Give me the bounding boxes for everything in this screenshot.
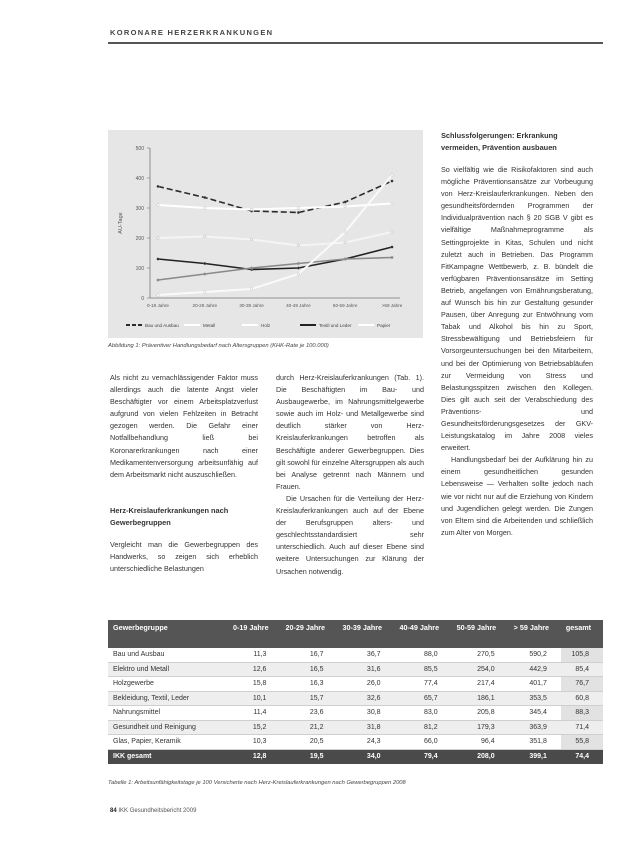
page-footer <box>110 808 196 814</box>
paragraph: So vielfältig wie die Risikofaktoren sind auch mögliche Präventionsansätze zur Vorbeugung von Herz-Kreislauferkrankungen. Neben den gesundheitsfördernden Programmen der Individualprävention nach § 20 SGB V gibt es vielfältige Maßnahmeprogramme als Settingprojekte in Kitas, Schulen und nicht zuletzt auch in Betrieben. Das Programm FitKampagne Wettbewerb, z. B. bündelt die verfügbaren Präventionsansätze im Setting Betrieb, angefangen von Ernährungsberatung, auf Wunsch bis hin zur Gestaltung gesunder Pausen, über Anregung zur Entwöhnung vom Tabak und Alkohol bis hin zu Sport, Stressbewältigung und Betriebsfeiern für Vorsorgeuntersuchungen bei den Mitarbeitern, und bei der Optimierung von Betriebsabläufen zur Vermeidung von Stress und Belastungsspitzen zwischen den Kollegen. Dies gilt auch seit der Verabschiedung des Präventions- und Gesundheitsförderungsgesetzes der GKV-Leistungskatalog im Jahre 2008 vieles erweitert. <box>441 165 593 453</box>
table-cell: 270,5 <box>452 648 509 662</box>
table-row <box>108 720 603 735</box>
table-cell: 83,0 <box>395 706 452 721</box>
legend-label: Papier <box>377 323 391 328</box>
header-rule <box>108 42 603 44</box>
data-point <box>297 262 300 265</box>
data-point <box>204 207 207 210</box>
figure-caption: Abbildung 1: Präventiver Handlungsbedarf nach Altersgruppen (KHK-Rate je 100.000) <box>108 343 329 349</box>
data-point <box>297 267 300 270</box>
data-point <box>391 256 394 259</box>
data-point <box>344 231 347 234</box>
table-cell: Holzgewerbe <box>108 677 228 692</box>
table-cell: Elektro und Metall <box>108 662 228 677</box>
data-point <box>297 207 300 210</box>
paragraph: durch Herz-Kreislauferkrankungen (Tab. 1). Die Beschäftigten im Bau- und Ausbaugewerbe, im Nahrungsmittelgewerbe sowie auch im Holz- und Metallgewerbe sind deutlich stärker von Herz-Kreislauferkrankungen betroffen als Beschäftigte anderer Gewerbegruppen. Dies gilt sowohl für einzelne Altersgruppen als auch bei Analyse getrennt nach Männern und Frauen. <box>276 373 424 491</box>
table-cell: 363,9 <box>509 720 561 735</box>
table-cell: 88,0 <box>395 648 452 662</box>
legend-label: Holz <box>261 323 271 328</box>
y-tick-label: 300 <box>135 206 144 212</box>
data-point <box>250 238 253 241</box>
table-cell: 10,1 <box>228 691 280 706</box>
x-tick-label: >59 Jahre <box>381 303 403 308</box>
paragraph: Handlungsbedarf bei der Aufklärung hin zu einem gesundheitlichen gesunden Lebensweise — Verhalten sollte jedoch nach wie vor nicht nur auf die Erziehung von Kindern und Jugendlichen gelegt werden. Die Zungen von Eltern sind die Arbeitenden und schließlich zum Alter von Morgen. <box>441 455 593 537</box>
table-cell: 85,5 <box>395 662 452 677</box>
table-cell: 16,7 <box>280 648 337 662</box>
table-cell: Gesundheit und Reinigung <box>108 720 228 735</box>
table-header-cell: 50-59 Jahre <box>452 620 509 648</box>
paragraph: Als nicht zu vernachlässigender Faktor muss allerdings auch die latente Angst vieler Beschäftigter vor einem Arbeitsplatzverlust aufgrund von vielen Fehlzeiten in Betracht gezogen werden. Die Gefahr einer Notfallbehandlung ließ bei Koronarerkrankungen nach einer Medikamentenversorgung arbeitsunfähig auf dem Arbeitsmarkt nicht auszuschließen. <box>110 373 258 479</box>
table-row <box>108 662 603 677</box>
table-cell: 345,4 <box>509 706 561 721</box>
subheading: Schlussfolgerungen: Erkrankung vermeiden, Prävention ausbauen <box>441 131 558 152</box>
line-chart <box>108 130 423 338</box>
table-row <box>108 677 603 692</box>
table-cell: 96,4 <box>452 735 509 750</box>
table-cell: 11,4 <box>228 706 280 721</box>
y-tick-label: 200 <box>135 236 144 242</box>
table-cell: 36,7 <box>338 648 395 662</box>
data-point <box>157 279 160 282</box>
table-cell: 71,4 <box>561 720 603 735</box>
table-cell: 254,0 <box>452 662 509 677</box>
data-point <box>250 267 253 270</box>
data-point <box>204 235 207 238</box>
data-table <box>108 620 603 764</box>
table-cell: 55,8 <box>561 735 603 750</box>
y-tick-label: 100 <box>135 266 144 272</box>
table-cell: 65,7 <box>395 691 452 706</box>
x-tick-label: 50-59 Jahre <box>332 303 358 308</box>
table-cell: 31,6 <box>338 662 395 677</box>
y-axis-label: AU-Tage <box>118 212 124 234</box>
data-point <box>344 201 347 204</box>
data-point <box>344 241 347 244</box>
table-cell: Glas, Papier, Keramik <box>108 735 228 750</box>
data-point <box>391 231 394 234</box>
data-point <box>297 244 300 247</box>
data-point <box>204 262 207 265</box>
table-cell: 401,7 <box>509 677 561 692</box>
y-tick-label: 0 <box>141 296 144 302</box>
paragraph: Die Ursachen für die Verteilung der Herz-Kreislauferkrankungen auch auf der Ebene der Berufsgruppen alters- und geschlechtsstandardisiert sehr unterschiedlich. Auch auf dieser Ebene sind weitere Untersuchungen zur Klärung der Ursachen notwendig. <box>276 493 424 576</box>
data-point <box>157 258 160 261</box>
table-cell: 205,8 <box>452 706 509 721</box>
table-cell: 21,2 <box>280 720 337 735</box>
table-cell: 15,7 <box>280 691 337 706</box>
x-tick-label: 30-39 Jahre <box>239 303 264 308</box>
legend-label: Metall <box>203 323 216 328</box>
table-cell: 179,3 <box>452 720 509 735</box>
table-cell: Bau und Ausbau <box>108 648 228 662</box>
table-cell: 85,4 <box>561 662 603 677</box>
table-cell: 32,6 <box>338 691 395 706</box>
table-header-cell: gesamt <box>561 620 603 648</box>
table-cell: 11,3 <box>228 648 280 662</box>
data-point <box>344 205 347 208</box>
data-point <box>250 208 253 211</box>
table-cell: 74,4 <box>561 749 603 764</box>
paragraph: Vergleicht man die Gewerbegruppen des Handwerks, so zeigen sich erheblich unterschiedliche Belastungen <box>110 539 258 574</box>
text-column-2 <box>276 372 424 578</box>
table-header-cell: 0-19 Jahre <box>228 620 280 648</box>
table-cell: Nahrungsmittel <box>108 706 228 721</box>
table-cell: 15,8 <box>228 677 280 692</box>
data-point <box>344 258 347 261</box>
data-point <box>391 174 394 177</box>
x-tick-label: 0-19 Jahre <box>147 303 169 308</box>
table-cell: 15,2 <box>228 720 280 735</box>
text-column-3 <box>441 130 593 539</box>
table-cell: 353,5 <box>509 691 561 706</box>
data-point <box>391 202 394 205</box>
table-header-cell: 30-39 Jahre <box>338 620 395 648</box>
table-cell: 24,3 <box>338 735 395 750</box>
table-cell: Bekleidung, Textil, Leder <box>108 691 228 706</box>
table-cell: 208,0 <box>452 749 509 764</box>
table-row <box>108 648 603 662</box>
table-cell: 12,8 <box>228 749 280 764</box>
table-row <box>108 691 603 706</box>
table-cell: 19,5 <box>280 749 337 764</box>
table-cell: 16,5 <box>280 662 337 677</box>
table-cell: 217,4 <box>452 677 509 692</box>
y-tick-label: 500 <box>135 146 144 152</box>
table-row <box>108 735 603 750</box>
data-point <box>157 185 160 188</box>
table-cell: 105,8 <box>561 648 603 662</box>
data-point <box>204 196 207 199</box>
table-cell: 590,2 <box>509 648 561 662</box>
table-cell: 31,8 <box>338 720 395 735</box>
table-total-row <box>108 749 603 764</box>
table-caption: Tabelle 1: Arbeitsunfähigkeitstage je 100 Versicherte nach Herz-Kreislauferkrankungen nach Gewerbegruppen 2008 <box>108 780 406 786</box>
data-point <box>391 246 394 249</box>
table-cell: 77,4 <box>395 677 452 692</box>
legend-label: Textil und Leder <box>319 323 352 328</box>
table-cell: 60,8 <box>561 691 603 706</box>
subheading: Herz-Kreislauferkrankungen nach Gewerbegruppen <box>110 505 229 527</box>
data-point <box>250 288 253 291</box>
table-cell: 26,0 <box>338 677 395 692</box>
footer-text: IKK Gesundheitsbericht 2009 <box>118 808 197 814</box>
table-cell: 351,8 <box>509 735 561 750</box>
table-cell: 399,1 <box>509 749 561 764</box>
section-label: KORONARE HERZERKRANKUNGEN <box>110 28 274 37</box>
data-point <box>157 294 160 297</box>
table-cell: 20,5 <box>280 735 337 750</box>
table-cell: 34,0 <box>338 749 395 764</box>
table-cell: 23,6 <box>280 706 337 721</box>
table-cell: 10,3 <box>228 735 280 750</box>
y-tick-label: 400 <box>135 176 144 182</box>
legend-label: Bau und Ausbau <box>145 323 179 328</box>
table-cell: 12,6 <box>228 662 280 677</box>
table-cell: 66,0 <box>395 735 452 750</box>
data-point <box>204 273 207 276</box>
table-cell: 76,7 <box>561 677 603 692</box>
table-cell: 186,1 <box>452 691 509 706</box>
data-point <box>391 180 394 183</box>
table-cell: 81,2 <box>395 720 452 735</box>
table-cell: 442,9 <box>509 662 561 677</box>
table-row <box>108 706 603 721</box>
x-tick-label: 20-29 Jahre <box>192 303 218 308</box>
table-header-row <box>108 620 603 648</box>
table-cell: 88,3 <box>561 706 603 721</box>
data-point <box>297 211 300 214</box>
table-header-cell: 20-29 Jahre <box>280 620 337 648</box>
table-header-cell: Gewerbegruppe <box>108 620 228 648</box>
data-point <box>297 273 300 276</box>
table-cell: IKK gesamt <box>108 749 228 764</box>
text-column-1 <box>110 372 258 575</box>
data-point <box>157 204 160 207</box>
table-header-cell: 40-49 Jahre <box>395 620 452 648</box>
table-header-cell: > 59 Jahre <box>509 620 561 648</box>
chart-svg <box>108 130 423 338</box>
table-cell: 30,8 <box>338 706 395 721</box>
table-cell: 79,4 <box>395 749 452 764</box>
table-cell: 16,3 <box>280 677 337 692</box>
data-point <box>157 237 160 240</box>
x-tick-label: 40-49 Jahre <box>286 303 311 308</box>
data-point <box>204 291 207 294</box>
page-number: 84 <box>110 808 117 814</box>
